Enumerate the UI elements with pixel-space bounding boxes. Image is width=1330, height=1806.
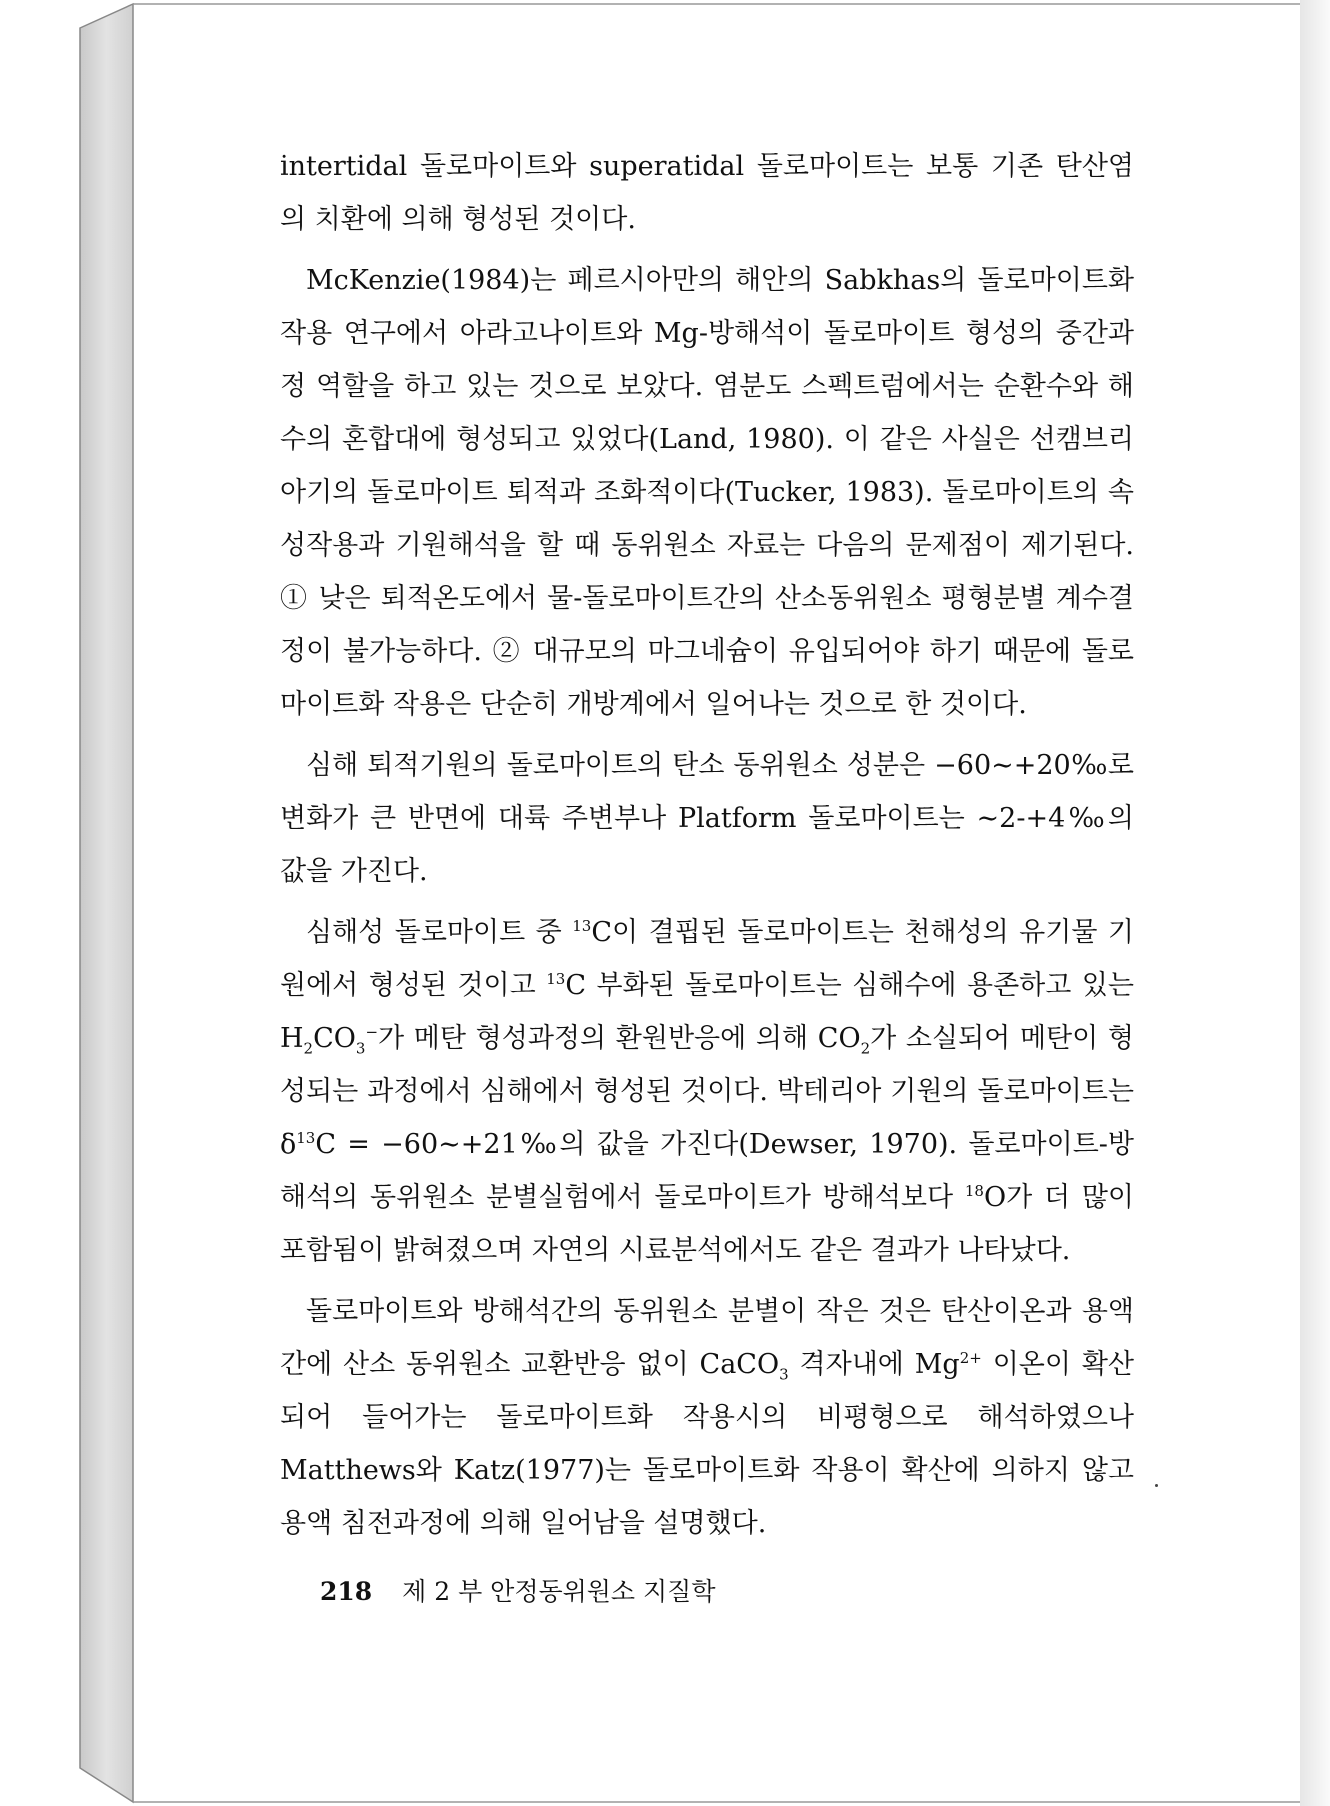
subscript: 3 (779, 1365, 789, 1384)
text-run: 가 메탄 형성과정의 환원반응에 의해 CO (378, 1023, 861, 1054)
running-title: 제 2 부 안정동위원소 지질학 (402, 1577, 716, 1606)
paragraph (280, 1285, 1134, 1550)
subscript: 3 (355, 1039, 366, 1058)
superscript: 18 (964, 1182, 984, 1200)
text-run: O가 더 많이 포함됨이 밝혀졌으며 자연의 시료분석에서도 같은 결과가 나타났다. (280, 1182, 1134, 1266)
paragraph (280, 906, 1134, 1277)
text-run: C이 결핍된 돌로마이트는 천해성의 유기물 기원에서 형성된 것이고 (280, 917, 1134, 1001)
page-shadow (1300, 0, 1330, 1806)
page-number: 218 (320, 1577, 373, 1606)
text-run: CO (313, 1023, 356, 1054)
superscript: − (365, 1023, 379, 1041)
superscript: 13 (296, 1129, 316, 1147)
text-run: 심해성 돌로마이트 중 (306, 917, 573, 948)
text-run: 격자내에 Mg (788, 1349, 960, 1380)
text-run: C = −60∼+21‰의 값을 가진다(Dewser, 1970). 돌로마이트-방해석의 동위원소 분별실험에서 돌로마이트가 방해석보다 (280, 1129, 1134, 1213)
subscript: 2 (303, 1039, 314, 1058)
paragraph (280, 739, 1134, 898)
text-run: C 부화된 돌로마이트는 심해수에 용존하고 있는 H (280, 970, 1134, 1054)
text-run: 이온이 확산되어 들어가는 돌로마이트화 작용시의 비평형으로 해석하였으나 Matthews와 Katz(1977)는 돌로마이트화 작용이 확산에 의하지 않고 용액 침전과정에 의해 일어남을 설명했다. (280, 1349, 1134, 1539)
scan-speck (1155, 1484, 1158, 1487)
body-text (280, 140, 1134, 1558)
text-run: 가 소실되어 메탄이 형성되는 과정에서 심해에서 형성된 것이다. 박테리아 기원의 돌로마이트는 δ (280, 1023, 1134, 1160)
text-run: McKenzie(1984)는 페르시아만의 해안의 Sabkhas의 돌로마이트화 작용 연구에서 아라고나이트와 Mg-방해석이 돌로마이트 형성의 중간과정 역할을 하고 있는 것으로 보았다. 염분도 스펙트럼에서는 순환수와 해수의 혼합대에 형성되고 있었다(Land, 1980). 이 같은 사실은 선캠브리아기의 돌로마이트 퇴적과 조화적이다(Tucker, 1983). 돌로마이트의 속성작용과 기원해석을 할 때 동위원소 자료는 다음의 문제점이 제기된다. ① 낮은 퇴적온도에서 물-돌로마이트간의 산소동위원소 평형분별 계수결정이 불가능하다. ② 대규모의 마그네슘이 유입되어야 하기 때문에 돌로마이트화 작용은 단순히 개방계에서 일어나는 것으로 한 것이다. (280, 265, 1134, 720)
page-footer (320, 1572, 716, 1608)
superscript: 13 (572, 917, 592, 935)
text-run: 심해 퇴적기원의 돌로마이트의 탄소 동위원소 성분은 −60∼+20‰로 변화가 큰 반면에 대륙 주변부나 Platform 돌로마이트는 ∼2-+4‰의 값을 가진다. (280, 750, 1134, 887)
text-run: intertidal 돌로마이트와 superatidal 돌로마이트는 보통 기존 탄산염의 치환에 의해 형성된 것이다. (280, 151, 1134, 235)
superscript: 2+ (959, 1349, 982, 1367)
paragraph (280, 140, 1134, 246)
subscript: 2 (860, 1039, 871, 1058)
text-run: 돌로마이트와 방해석간의 동위원소 분별이 작은 것은 탄산이온과 용액간에 산소 동위원소 교환반응 없이 CaCO (280, 1296, 1134, 1380)
paragraph (280, 254, 1134, 731)
superscript: 13 (546, 970, 566, 988)
